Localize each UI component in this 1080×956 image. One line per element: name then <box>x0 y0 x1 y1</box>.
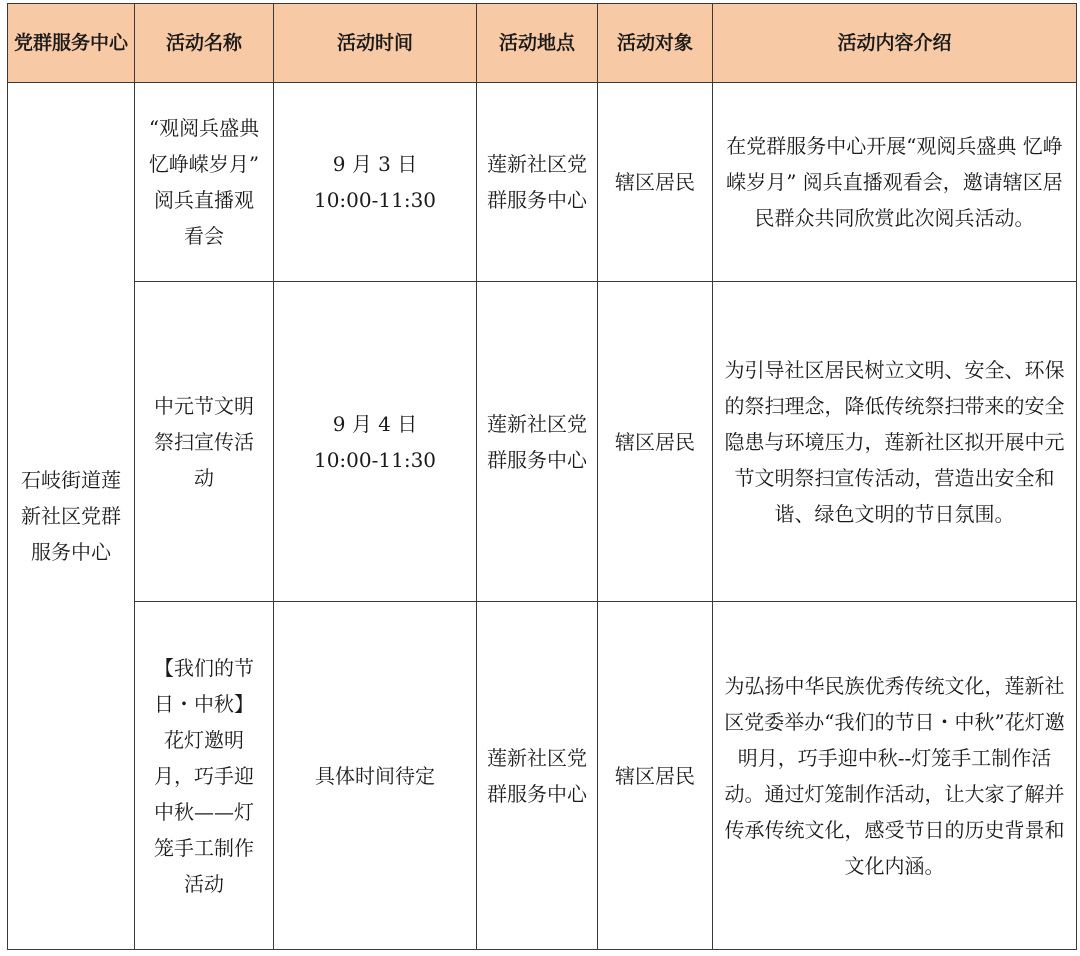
header-activity-time: 活动时间 <box>274 4 477 83</box>
header-activity-name: 活动名称 <box>135 4 274 83</box>
activity-time-range: 10:00-11:30 <box>313 447 437 472</box>
header-row <box>8 4 1077 83</box>
activity-date: 9 月 4 日 <box>332 411 418 436</box>
header-center: 党群服务中心 <box>8 4 135 83</box>
activity-date: 具体时间待定 <box>315 763 435 788</box>
activity-location-cell: 莲新社区党群服务中心 <box>477 83 598 282</box>
activity-name-cell: 【我们的节日・中秋】花灯邀明月，巧手迎中秋——灯笼手工制作活动 <box>135 602 274 950</box>
table-row <box>8 83 1077 282</box>
activity-intro-cell: 为引导社区居民树立文明、安全、环保的祭扫理念，降低传统祭扫带来的安全隐患与环境压力，莲新社区拟开展中元节文明祭扫宣传活动，营造出安全和谐、绿色文明的节日氛围。 <box>713 282 1077 602</box>
activity-intro-cell: 在党群服务中心开展“观阅兵盛典 忆峥嵘岁月” 阅兵直播观看会，邀请辖区居民群众共同欣赏此次阅兵活动。 <box>713 83 1077 282</box>
activity-location-cell: 莲新社区党群服务中心 <box>477 602 598 950</box>
header-activity-audience: 活动对象 <box>598 4 713 83</box>
activity-audience-cell: 辖区居民 <box>598 602 713 950</box>
center-name-cell: 石岐街道莲新社区党群服务中心 <box>8 83 135 950</box>
activity-time-cell <box>274 602 477 950</box>
activity-name-cell: 中元节文明祭扫宣传活动 <box>135 282 274 602</box>
header-activity-location: 活动地点 <box>477 4 598 83</box>
table-row <box>8 602 1077 950</box>
activity-audience-cell: 辖区居民 <box>598 282 713 602</box>
activity-time-cell <box>274 282 477 602</box>
activity-time-cell <box>274 83 477 282</box>
activity-intro-cell: 为弘扬中华民族优秀传统文化，莲新社区党委举办“我们的节日・中秋”花灯邀明月，巧手迎中秋--灯笼手工制作活动。通过灯笼制作活动，让大家了解并传承传统文化，感受节日的历史背景和文化内涵。 <box>713 602 1077 950</box>
activity-location-cell: 莲新社区党群服务中心 <box>477 282 598 602</box>
activity-time-range: 10:00-11:30 <box>313 188 437 212</box>
activity-name-cell: “观阅兵盛典 忆峥嵘岁月” 阅兵直播观看会 <box>135 83 274 282</box>
activity-date: 9 月 3 日 <box>332 152 418 176</box>
activity-schedule-table <box>7 3 1077 950</box>
activity-audience-cell: 辖区居民 <box>598 83 713 282</box>
header-activity-intro: 活动内容介绍 <box>713 4 1077 83</box>
table-row <box>8 282 1077 602</box>
